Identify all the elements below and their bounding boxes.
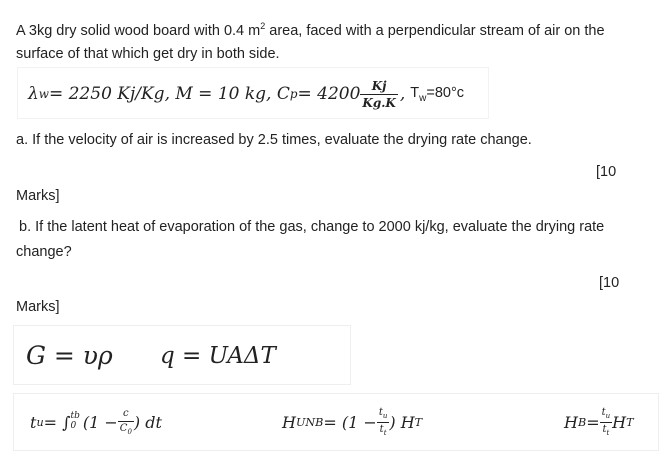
hb-num-symbol: t bbox=[601, 406, 606, 418]
hunb-den-symbol: t bbox=[379, 423, 384, 435]
hb-h: H bbox=[612, 412, 627, 432]
tw-sub: w bbox=[419, 92, 427, 104]
cp-unit-numerator: Kj bbox=[360, 80, 397, 95]
q-formula: q = UAΔT bbox=[160, 343, 276, 369]
part-b-line-1: b. If the latent heat of evaporation of the gas, change to 2000 kj/kg, evaluate the drying rate bbox=[19, 219, 605, 235]
part-a-marks-open: [10 bbox=[596, 164, 617, 180]
hunb-eq: = (1 − bbox=[323, 412, 377, 432]
cp-unit-denominator: Kg.K bbox=[362, 95, 396, 110]
tu-paren-close: ) dt bbox=[133, 412, 162, 432]
tu-sub: u bbox=[36, 415, 44, 429]
hunb-lhs: H bbox=[282, 412, 296, 432]
hb-formula bbox=[564, 400, 634, 444]
hb-den-sub: t bbox=[606, 428, 610, 437]
c-fraction bbox=[118, 409, 134, 436]
tu-paren-open: (1 − bbox=[82, 412, 118, 432]
c-denominator bbox=[118, 422, 134, 436]
tw-value: =80°c bbox=[426, 84, 465, 101]
lambda-symbol: λ bbox=[28, 84, 39, 104]
hb-den-symbol: t bbox=[602, 423, 607, 435]
hb-num-sub: u bbox=[605, 411, 611, 420]
hunb-close: ) H bbox=[389, 412, 415, 432]
lambda-sub: w bbox=[38, 87, 49, 101]
integral-upper: tb bbox=[70, 411, 80, 422]
hunb-num-symbol: t bbox=[378, 406, 383, 418]
hunb-formula bbox=[282, 400, 422, 444]
tu-lhs: t bbox=[30, 412, 37, 432]
c-den-sub: 0 bbox=[127, 427, 132, 436]
hunb-den-sub: t bbox=[383, 428, 387, 437]
hb-sub: B bbox=[577, 415, 587, 429]
cp-value: = 4200 bbox=[297, 84, 361, 104]
given-values-equation bbox=[28, 76, 464, 112]
part-a-marks-close: Marks] bbox=[16, 188, 60, 204]
tu-eq: = ∫ bbox=[43, 412, 71, 432]
tu-formula bbox=[30, 400, 162, 444]
cp-sub: p bbox=[289, 87, 298, 101]
hunb-num-sub: u bbox=[382, 411, 388, 420]
hunb-numerator bbox=[377, 408, 390, 423]
hunb-denominator bbox=[377, 423, 390, 437]
intro-line-2: surface of that which get dry in both side. bbox=[16, 46, 280, 62]
hb-denominator bbox=[600, 423, 613, 437]
area-exponent: 2 bbox=[260, 21, 266, 31]
lambda-value: = 2250 Kj/Kg, M = 10 kg, C bbox=[48, 84, 290, 104]
hb-h-sub: T bbox=[626, 415, 634, 429]
tw-label bbox=[410, 85, 464, 104]
hunb-fraction bbox=[377, 408, 390, 437]
hb-eq: = bbox=[586, 412, 600, 432]
cp-unit-fraction bbox=[360, 80, 397, 109]
part-a-text: a. If the velocity of air is increased by 2.5 times, evaluate the drying rate change. bbox=[16, 132, 532, 148]
part-b-line-2: change? bbox=[16, 244, 72, 260]
c-numerator: c bbox=[118, 409, 134, 422]
hb-numerator bbox=[600, 408, 613, 423]
intro-line-1 bbox=[16, 22, 605, 39]
intro-line-1-a: A 3kg dry solid wood board with 0.4 m bbox=[16, 23, 261, 39]
tw-symbol: T bbox=[410, 84, 420, 101]
part-b-marks-open: [10 bbox=[599, 275, 620, 291]
integral-lower: 0 bbox=[70, 421, 77, 431]
c-den-symbol: C bbox=[119, 422, 128, 434]
intro-line-1-b: area, faced with a perpendicular stream of air on the bbox=[265, 23, 605, 39]
part-b-marks-close: Marks] bbox=[16, 299, 60, 315]
hunb-h-sub: T bbox=[414, 415, 423, 429]
hb-lhs: H bbox=[564, 412, 578, 432]
integral-limits bbox=[70, 412, 79, 432]
hunb-sub: UNB bbox=[295, 415, 324, 429]
hb-fraction bbox=[600, 408, 613, 437]
given-comma: , bbox=[399, 84, 406, 104]
g-formula: G = υρ bbox=[26, 341, 113, 370]
